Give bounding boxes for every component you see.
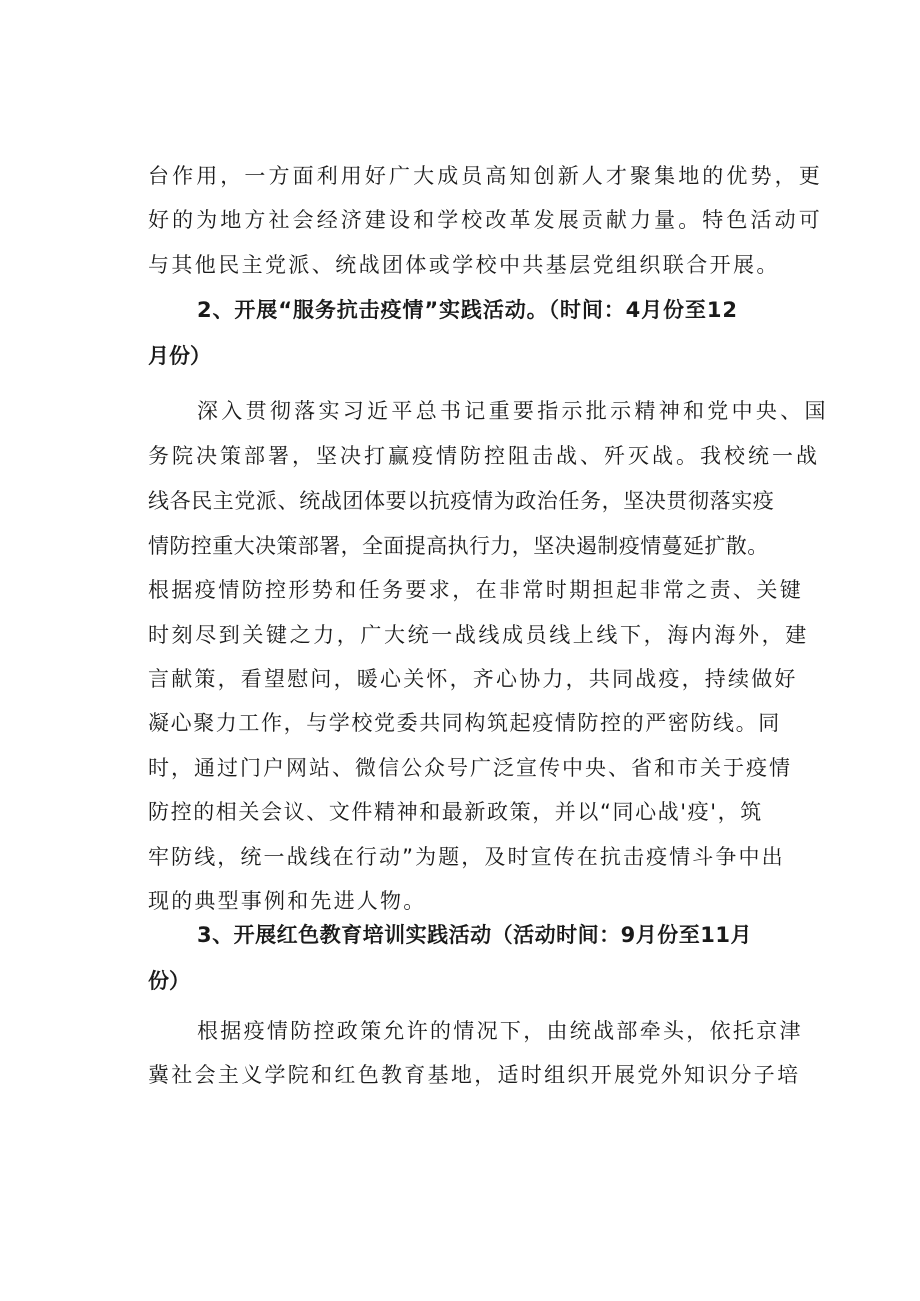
- paragraph-line: 深入贯彻落实习近平总书记重要指示批示精神和党中央、国: [197, 399, 829, 423]
- paragraph-line: 务院决策部署，坚决打赢疫情防控阻击战、歼灭战。我校统一战: [148, 444, 820, 468]
- paragraph-line: 与其他民主党派、统战团体或学校中共基层党组织联合开展。: [148, 253, 780, 277]
- paragraph-line: 防控的相关会议、文件精神和最新政策，并以“同心战'疫'，筑: [148, 800, 763, 824]
- section-heading-3-cont: 份）: [148, 969, 190, 993]
- paragraph-line: 冀社会主义学院和红色教育基地，适时组织开展党外知识分子培: [148, 1063, 801, 1087]
- section-heading-2: 2、开展“服务抗击疫情”实践活动。（时间：4月份至12: [197, 298, 738, 322]
- paragraph-line: 时，通过门户网站、微信公众号广泛宣传中央、省和市关于疫情: [148, 756, 792, 780]
- paragraph-line: 好的为地方社会经济建设和学校改革发展贡献力量。特色活动可: [148, 208, 823, 232]
- paragraph-line: 情防控重大决策部署，全面提高执行力，坚决遏制疫情蔓延扩散。: [148, 534, 769, 558]
- paragraph-line: 凝心聚力工作，与学校党委共同构筑起疫情防控的严密防线。同: [148, 711, 781, 735]
- paragraph-line: 根据疫情防控政策允许的情况下，由统战部牵头，依托京津: [197, 1019, 803, 1043]
- paragraph-line: 时刻尽到关键之力，广大统一战线成员线上线下，海内海外，建: [148, 623, 809, 647]
- paragraph-line: 线各民主党派、统战团体要以抗疫情为政治任务，坚决贯彻落实疫: [148, 489, 775, 513]
- paragraph-line: 根据疫情防控形势和任务要求，在非常时期担起非常之责、关键: [148, 578, 804, 602]
- paragraph-line: 台作用，一方面利用好广大成员高知创新人才聚集地的优势，更: [148, 164, 823, 188]
- paragraph-line: 牢防线，统一战线在行动”为题，及时宣传在抗击疫情斗争中出: [148, 845, 785, 869]
- section-heading-3: 3、开展红色教育培训实践活动（活动时间：9月份至11月: [197, 923, 752, 947]
- paragraph-line: 言献策，看望慰问，暖心关怀，齐心协力，共同战疫，持续做好: [148, 667, 798, 691]
- section-heading-2-cont: 月份）: [148, 344, 211, 368]
- paragraph-line: 现的典型事例和先进人物。: [148, 889, 427, 913]
